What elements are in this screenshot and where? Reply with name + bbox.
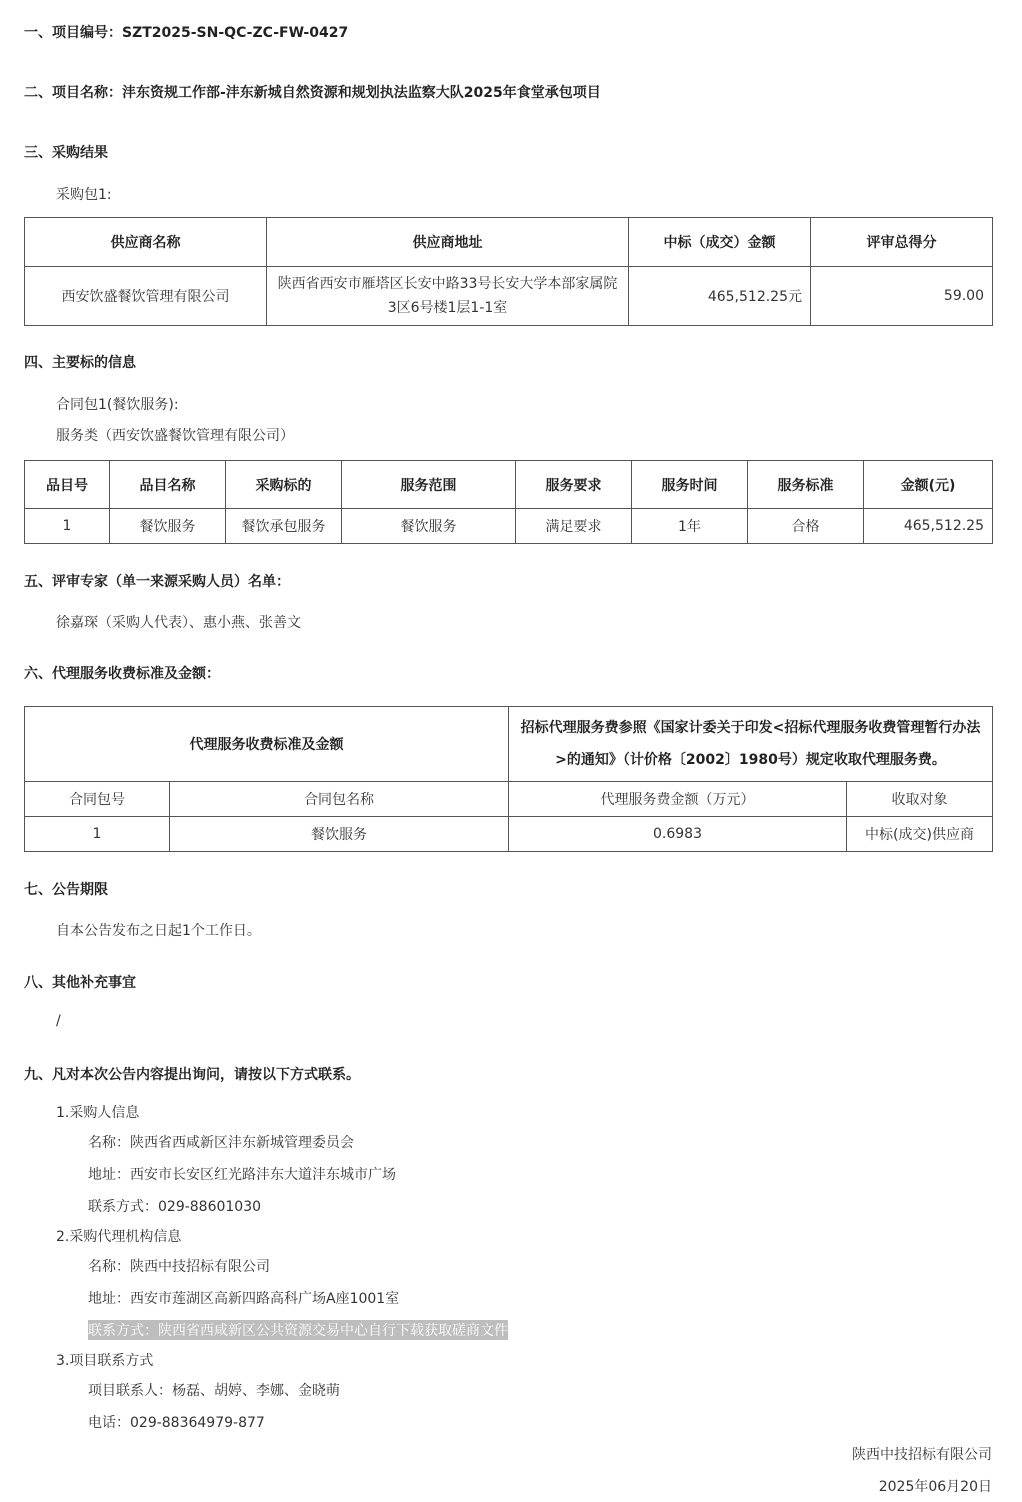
project-name-heading [24, 82, 601, 102]
contract-package-no: 1 [25, 817, 170, 852]
agency-fee-standard-line1: 招标代理服务费参照《国家计委关于印发<招标代理服务收费管理暂行办法 [520, 720, 981, 736]
col-service-requirement: 服务要求 [516, 461, 632, 509]
col-procurement-subject: 采购标的 [226, 461, 342, 509]
col-service-scope: 服务范围 [342, 461, 516, 509]
footer-date: 2025年06月20日 [878, 1479, 992, 1495]
review-experts-heading: 五、评审专家（单一来源采购人员）名单： [24, 574, 290, 590]
col-agency-fee-amount: 代理服务费金额（万元） [509, 782, 847, 817]
procurement-package-label: 采购包1: [56, 187, 112, 203]
agency-fee-amount: 0.6983 [509, 817, 847, 852]
project-contact-title: 3.项目联系方式 [56, 1353, 154, 1369]
item-name: 餐饮服务 [110, 509, 226, 544]
project-name-value: 沣东资规工作部-沣东新城自然资源和规划执法监察大队2025年食堂承包项目 [122, 85, 601, 101]
contract-package-label: 合同包1(餐饮服务): [56, 397, 179, 413]
main-subject-heading: 四、主要标的信息 [24, 355, 136, 371]
agency-fee-standard-row [25, 707, 993, 782]
supplier-address [267, 267, 629, 326]
procurement-result-heading: 三、采购结果 [24, 145, 108, 161]
procurement-subject: 餐饮承包服务 [226, 509, 342, 544]
col-supplier-address: 供应商地址 [267, 218, 629, 267]
total-score: 59.00 [811, 267, 993, 326]
agency-fee-standard-line2: >的通知》（计价格〔2002〕1980号）规定收取代理服务费。 [555, 752, 946, 768]
project-number-value: SZT2025-SN-QC-ZC-FW-0427 [122, 25, 349, 41]
col-service-time: 服务时间 [632, 461, 748, 509]
result-table [24, 217, 993, 326]
service-time: 1年 [632, 509, 748, 544]
col-award-amount: 中标（成交）金额 [629, 218, 811, 267]
service-scope: 餐饮服务 [342, 509, 516, 544]
agency-fee-table [24, 706, 993, 852]
table-row [25, 509, 993, 544]
col-supplier-name: 供应商名称 [25, 218, 267, 267]
review-experts-names: 徐嘉琛（采购人代表）、惠小燕、张善文 [56, 615, 301, 631]
agency-name: 名称：陕西中技招标有限公司 [88, 1259, 270, 1275]
project-number-label: 一、项目编号： [24, 25, 122, 41]
buyer-contact: 联系方式：029-88601030 [88, 1199, 262, 1215]
project-contact-phone: 电话：029-88364979-877 [88, 1415, 265, 1431]
agency-fee-heading: 六、代理服务收费标准及金额： [24, 666, 220, 682]
agency-fee-table-header [25, 782, 993, 817]
subject-table-header [25, 461, 993, 509]
award-amount: 465,512.25元 [629, 267, 811, 326]
item-amount: 465,512.25 [864, 509, 993, 544]
table-row [25, 817, 993, 852]
announcement-period-text: 自本公告发布之日起1个工作日。 [56, 923, 261, 939]
other-matters-text: / [56, 1013, 61, 1029]
service-category-label: 服务类（西安饮盛餐饮管理有限公司） [56, 428, 294, 444]
col-contract-package-name: 合同包名称 [170, 782, 509, 817]
result-table-header [25, 218, 993, 267]
contract-package-name: 餐饮服务 [170, 817, 509, 852]
project-number-heading [24, 22, 348, 42]
col-amount: 金额(元) [864, 461, 993, 509]
supplier-address-line1: 陕西省西安市雁塔区长安中路33号长安大学本部家属院 [277, 276, 618, 292]
table-row [25, 267, 993, 326]
contact-heading: 九、凡对本次公告内容提出询问，请按以下方式联系。 [24, 1067, 360, 1083]
other-matters-heading: 八、其他补充事宜 [24, 975, 136, 991]
project-contact-people: 项目联系人：杨磊、胡婷、李娜、金晓萌 [88, 1383, 340, 1399]
col-service-standard: 服务标准 [748, 461, 864, 509]
project-name-label: 二、项目名称： [24, 85, 122, 101]
col-contract-package-no: 合同包号 [25, 782, 170, 817]
agency-fee-standard-label: 代理服务收费标准及金额 [25, 707, 509, 782]
supplier-name: 西安饮盛餐饮管理有限公司 [25, 267, 267, 326]
col-total-score: 评审总得分 [811, 218, 993, 267]
col-item-no: 品目号 [25, 461, 110, 509]
announcement-period-heading: 七、公告期限 [24, 882, 108, 898]
subject-table [24, 460, 993, 544]
fee-payer: 中标(成交)供应商 [847, 817, 993, 852]
footer-organization: 陕西中技招标有限公司 [852, 1447, 992, 1463]
col-item-name: 品目名称 [110, 461, 226, 509]
supplier-address-line2: 3区6号楼1层1-1室 [387, 300, 508, 316]
agency-fee-standard-text [509, 707, 993, 782]
agency-contact: 联系方式：陕西省西咸新区公共资源交易中心自行下载获取磋商文件 [88, 1320, 508, 1340]
buyer-address: 地址：西安市长安区红光路沣东大道沣东城市广场 [88, 1167, 396, 1183]
service-requirement: 满足要求 [516, 509, 632, 544]
buyer-info-title: 1.采购人信息 [56, 1105, 140, 1121]
col-fee-payer: 收取对象 [847, 782, 993, 817]
agency-address: 地址：西安市莲湖区高新四路高科广场A座1001室 [88, 1291, 400, 1307]
item-no: 1 [25, 509, 110, 544]
agency-info-title: 2.采购代理机构信息 [56, 1229, 182, 1245]
service-standard: 合格 [748, 509, 864, 544]
buyer-name: 名称：陕西省西咸新区沣东新城管理委员会 [88, 1135, 354, 1151]
